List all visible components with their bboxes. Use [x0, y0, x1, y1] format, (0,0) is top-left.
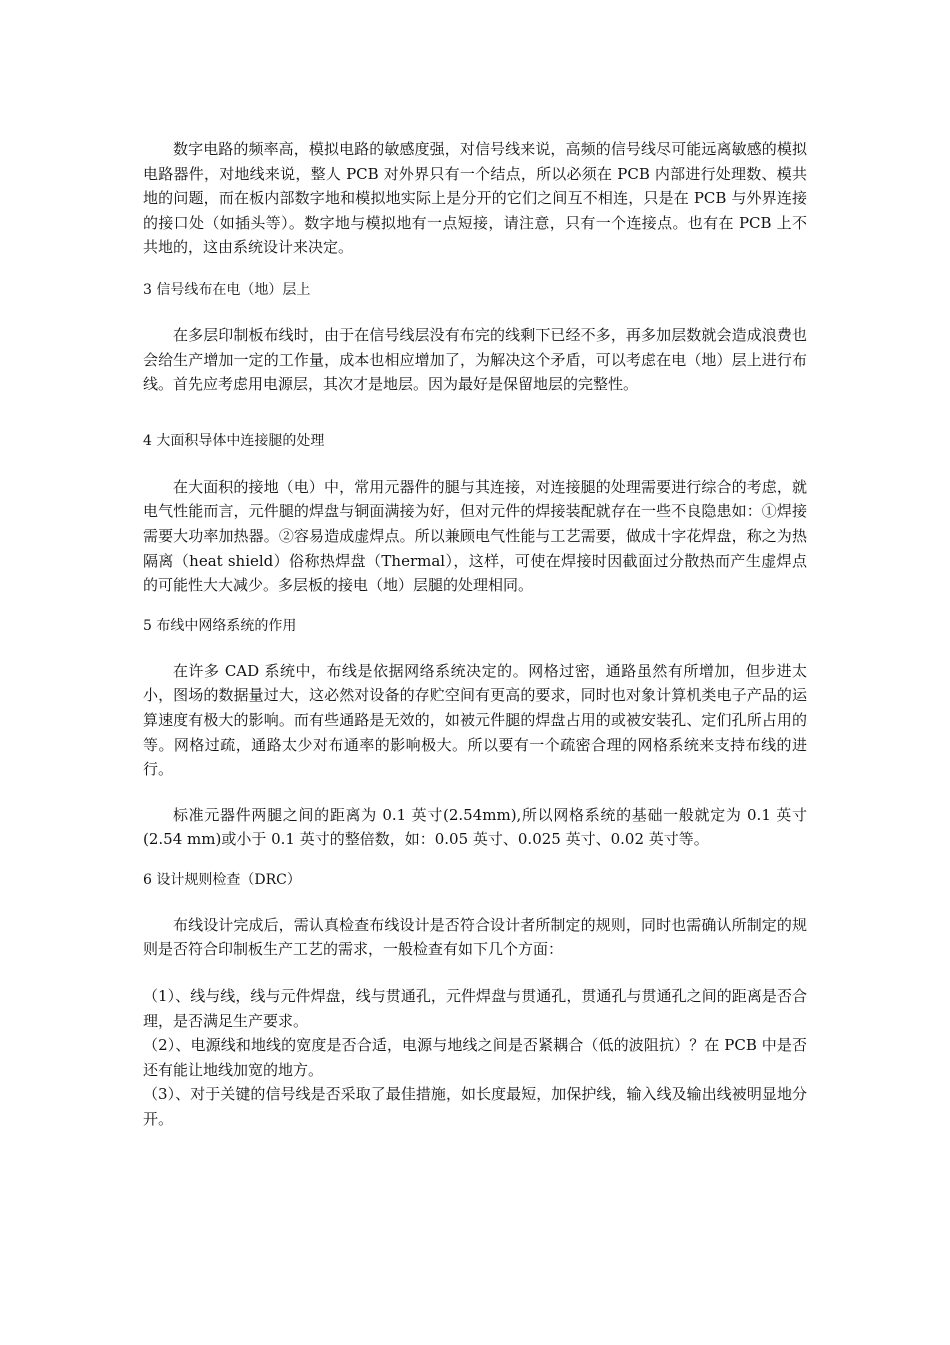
- checklist-item: （2）、电源线和地线的宽度是否合适，电源与地线之间是否紧耦合（低的波阻抗）？在 PCB 中是否还有能让地线加宽的地方。: [143, 1036, 807, 1079]
- intro-paragraph: 数字电路的频率高，模拟电路的敏感度强，对信号线来说，高频的信号线尽可能远离敏感的模拟电路器件，对地线来说，整人 PCB 对外界只有一个结点，所以必须在 PCB 内部进行处理数、模共地的问题，而在板内部数字地和模拟地实际上是分开的它们之间互不相连，只是在 PCB 与外界连接的接口处（如插头等）。数字地与模拟地有一点短接，请注意，只有一个连接点。也有在 PCB 上不共地的，这由系统设计来决定。: [143, 140, 807, 257]
- section-4-paragraph: 在大面积的接地（电）中，常用元器件的腿与其连接，对连接腿的处理需要进行综合的考虑，就电气性能而言，元件腿的焊盘与铜面满接为好，但对元件的焊接装配就存在一些不良隐患如：①焊接需要大功率加热器。②容易造成虚焊点。所以兼顾电气性能与工艺需要，做成十字花焊盘，称之为热隔离（heat shield）俗称热焊盘（Thermal），这样，可使在焊接时因截面过分散热而产生虚焊点的可能性大大减少。多层板的接电（地）层腿的处理相同。: [143, 477, 807, 595]
- section-3-paragraph: 在多层印制板布线时，由于在信号线层没有布完的线剩下已经不多，再多加层数就会造成浪费也会给生产增加一定的工作量，成本也相应增加了，为解决这个矛盾，可以考虑在电（地）层上进行布线。首先应考虑用电源层，其次才是地层。因为最好是保留地层的完整性。: [143, 325, 807, 394]
- section-5-heading: 5 布线中网络系统的作用: [143, 617, 297, 634]
- document-page: [143, 137, 807, 1132]
- checklist-item: （3）、对于关键的信号线是否采取了最佳措施，如长度最短，加保护线，输入线及输出线被明显地分开。: [143, 1085, 807, 1129]
- section-6-heading: 6 设计规则检查（DRC）: [143, 871, 301, 888]
- section-5-paragraph-1: 在许多 CAD 系统中，布线是依据网络系统决定的。网格过密，通路虽然有所增加，但步进太小，图场的数据量过大，这必然对设备的存贮空间有更高的要求，同时也对象计算机类电子产品的运算速度有极大的影响。而有些通路是无效的，如被元件腿的焊盘占用的或被安装孔、定们孔所占用的等。网格过疏，通路太少对布通率的影响极大。所以要有一个疏密合理的网格系统来支持布线的进行。: [143, 661, 807, 779]
- section-6-paragraph: 布线设计完成后，需认真检查布线设计是否符合设计者所制定的规则，同时也需确认所制定的规则是否符合印制板生产工艺的需求，一般检查有如下几个方面：: [143, 915, 807, 959]
- section-5-paragraph-2: 标准元器件两腿之间的距离为 0.1 英寸(2.54mm),所以网格系统的基础一般就定为 0.1 英寸(2.54 mm)或小于 0.1 英寸的整倍数，如：0.05 英寸、0.025 英寸、0.02 英寸等。: [143, 805, 807, 849]
- section-4-heading: 4 大面积导体中连接腿的处理: [143, 432, 325, 449]
- checklist: [143, 984, 807, 1132]
- section-3-heading: 3 信号线布在电（地）层上: [143, 281, 311, 298]
- checklist-item: （1）、线与线，线与元件焊盘，线与贯通孔，元件焊盘与贯通孔，贯通孔与贯通孔之间的距离是否合理，是否满足生产要求。: [143, 987, 807, 1030]
